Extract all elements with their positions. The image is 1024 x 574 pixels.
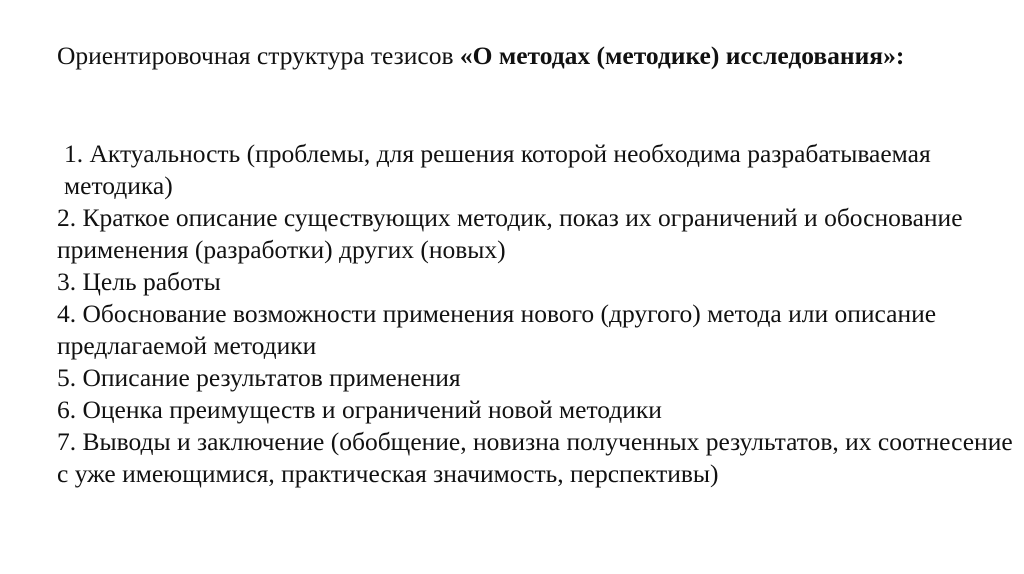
list-item-conclusions: 7. Выводы и заключение (обобщение, новизна полученных результатов, их соотнесение с уже имеющимися, практическая значимость, перспективы)	[57, 427, 1013, 488]
list-item-assessment: 6. Оценка преимуществ и ограничений новой методики	[57, 395, 662, 424]
list-item-justification: 4. Обоснование возможности применения нового (другого) метода или описание предлагаемой методики	[57, 299, 937, 360]
list-item-relevance: 1. Актуальность (проблемы, для решения которой необходима разрабатываемая методика)	[64, 139, 931, 200]
slide-heading	[57, 40, 977, 72]
thesis-structure-list	[57, 138, 1017, 490]
heading-bold-title: «О методах (методике) исследования»:	[459, 41, 905, 70]
list-item-existing-methods: 2. Краткое описание существующих методик, показ их ограничений и обоснование применения (разработки) других (новых)	[57, 203, 963, 264]
list-item-goal: 3. Цель работы	[57, 267, 221, 296]
list-item-results: 5. Описание результатов применения	[57, 363, 461, 392]
heading-lead: Ориентировочная структура тезисов	[57, 41, 460, 70]
